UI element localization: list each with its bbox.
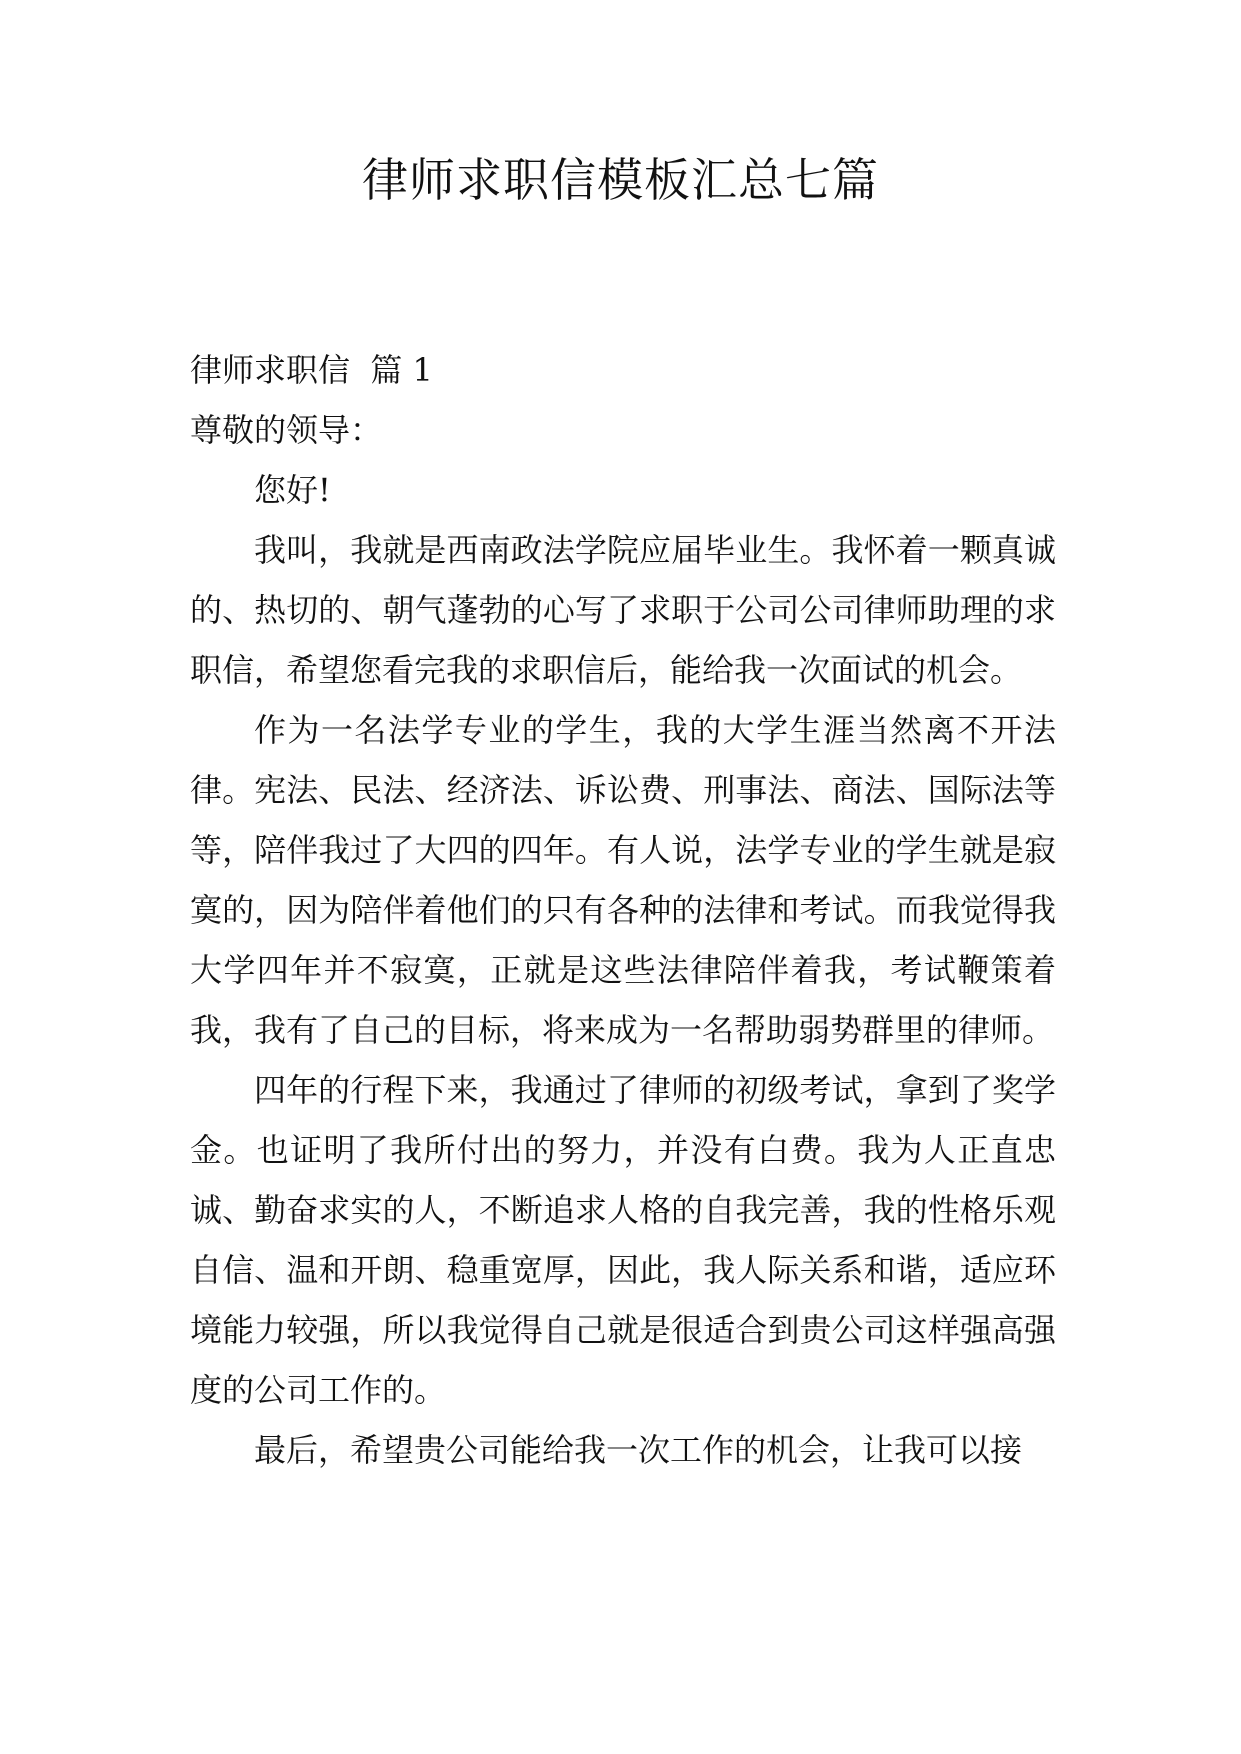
paragraph-1: 我叫，我就是西南政法学院应届毕业生。我怀着一颗真诚的、热切的、朝气蓬勃的心写了求职于公司公司律师助理的求职信，希望您看完我的求职信后，能给我一次面试的机会。 [190,531,1056,689]
document-title: 律师求职信模板汇总七篇 [362,153,879,207]
greeting: 您好! [254,471,331,509]
paragraph-3: 四年的行程下来，我通过了律师的初级考试，拿到了奖学金。也证明了我所付出的努力，并没有白费。我为人正直忠诚、勤奋求实的人，不断追求人格的自我完善，我的性格乐观自信、温和开朗、稳重宽厚，因此，我人际关系和谐，适应环境能力较强，所以我觉得自己就是很适合到贵公司这样强高强度的公司工作的。 [190,1071,1056,1409]
section-heading: 律师求职信 篇 1 [190,351,433,389]
document-body [190,340,1056,1480]
salutation: 尊敬的领导： [190,411,383,449]
paragraph-2: 作为一名法学专业的学生，我的大学生涯当然离不开法律。宪法、民法、经济法、诉讼费、刑事法、商法、国际法等等，陪伴我过了大四的四年。有人说，法学专业的学生就是寂寞的，因为陪伴着他们的只有各种的法律和考试。而我觉得我大学四年并不寂寞，正就是这些法律陪伴着我，考试鞭策着我，我有了自己的目标，将来成为一名帮助弱势群里的律师。 [190,711,1056,1049]
paragraph-4: 最后，希望贵公司能给我一次工作的机会，让我可以接 [254,1431,1023,1469]
